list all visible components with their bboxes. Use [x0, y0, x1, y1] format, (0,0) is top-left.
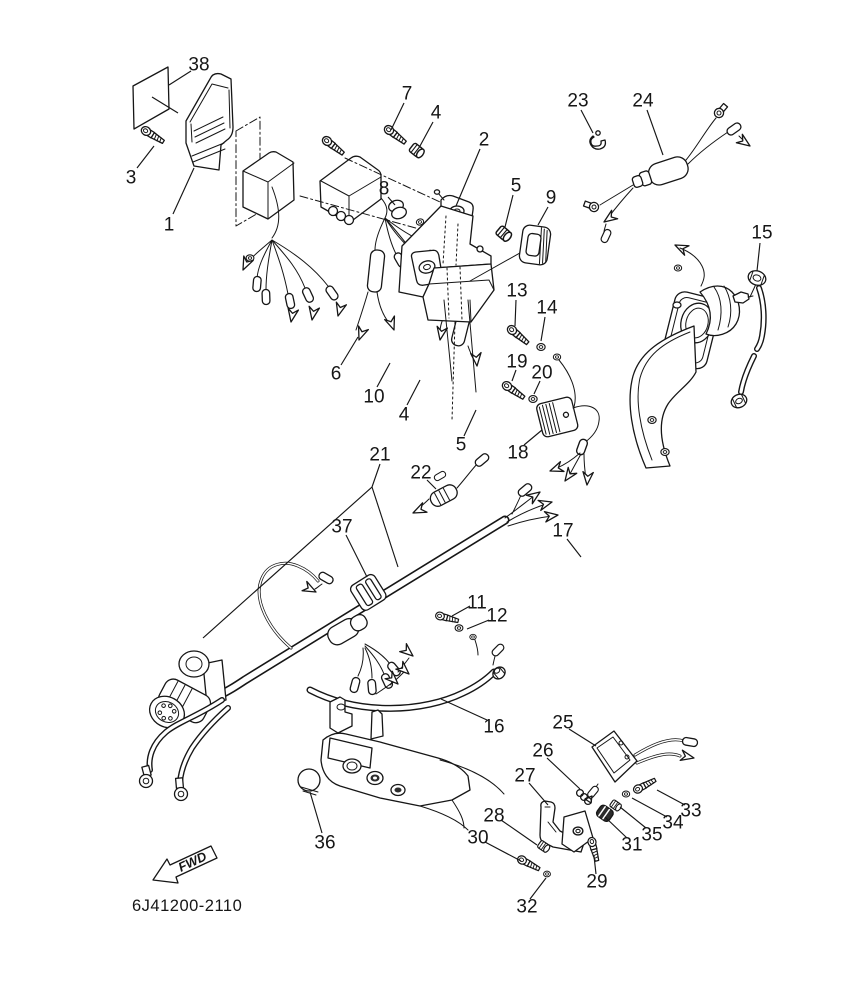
callout-label-4: 4 — [398, 404, 410, 426]
callout-label-7: 7 — [401, 83, 413, 105]
clip-23 — [590, 131, 606, 149]
callout-label-17: 17 — [552, 520, 574, 542]
cdi-holder-bracket — [186, 74, 233, 170]
callout-label-16: 16 — [483, 716, 505, 738]
callout-leader-4 — [407, 380, 420, 405]
callout-leader-7 — [391, 103, 404, 130]
callout-leader-2 — [456, 149, 480, 206]
crankcase-outline — [321, 697, 504, 830]
callout-label-6: 6 — [330, 363, 342, 385]
callout-label-11: 11 — [467, 592, 487, 614]
rectifier-18 — [536, 396, 600, 485]
screw-7 — [383, 124, 408, 146]
screw-upper-left — [321, 135, 346, 157]
callout-label-35: 35 — [641, 824, 663, 846]
callout-label-10: 10 — [363, 386, 385, 408]
screw-13 — [506, 324, 531, 347]
callout-label-34: 34 — [662, 812, 684, 834]
callout-label-8: 8 — [378, 178, 390, 200]
callout-label-31: 31 — [621, 834, 643, 856]
callout-label-29: 29 — [586, 871, 608, 893]
callout-label-3: 3 — [125, 167, 137, 189]
callout-label-22: 22 — [410, 462, 432, 484]
callout-leader-15 — [757, 243, 760, 271]
callout-label-25: 25 — [552, 712, 574, 734]
callout-label-38: 38 — [188, 54, 210, 76]
callout-leader-23 — [581, 110, 593, 133]
callout-label-5: 5 — [455, 434, 467, 456]
callout-label-14: 14 — [536, 297, 558, 319]
callout-label-13: 13 — [506, 280, 528, 302]
screw-19 — [501, 380, 527, 401]
callout-label-1: 1 — [163, 214, 175, 236]
callout-leader-16 — [441, 699, 487, 720]
fwd-arrow — [153, 846, 217, 883]
washer-14 — [537, 344, 545, 351]
rubber-plug-36 — [298, 769, 320, 795]
callout-label-18: 18 — [507, 442, 529, 464]
washer-rectifier — [553, 354, 560, 360]
part-code-label: 6J41200-2110 — [132, 897, 243, 915]
coil-lead-wires — [238, 240, 346, 323]
starter-relay-25 — [585, 731, 698, 803]
relay-bracket-27-group — [516, 776, 657, 877]
callout-leader-13 — [515, 300, 516, 326]
callout-label-23: 23 — [567, 90, 589, 112]
callout-label-30: 30 — [467, 827, 489, 849]
callout-label-28: 28 — [483, 805, 505, 827]
callout-leader-28 — [501, 820, 537, 845]
callout-leader-4 — [420, 122, 433, 146]
callout-label-37: 37 — [331, 516, 353, 538]
callout-leader-14 — [541, 317, 545, 341]
callout-label-19: 19 — [506, 351, 528, 373]
cdi-unit-box — [320, 156, 381, 224]
cdi-cover-plate — [133, 67, 169, 129]
callout-leader-5 — [464, 410, 476, 436]
callout-leader-6 — [341, 337, 358, 365]
callout-label-4: 4 — [430, 102, 442, 124]
callout-label-2: 2 — [478, 129, 490, 151]
collar-4-top — [409, 143, 426, 160]
callout-leader-30 — [485, 842, 521, 861]
callout-label-21: 21 — [369, 444, 391, 466]
starter-assembly — [630, 240, 768, 468]
callout-leader-5 — [505, 195, 513, 227]
callout-label-33: 33 — [680, 800, 702, 822]
callout-label-32: 32 — [516, 896, 538, 918]
callout-leader-17 — [567, 539, 581, 557]
noise-filter-24 — [583, 102, 753, 243]
callout-leader-37 — [346, 535, 367, 577]
callout-label-12: 12 — [486, 605, 508, 627]
screw-3 — [140, 125, 166, 146]
washer-12b — [470, 634, 476, 639]
bushing-5-top — [495, 225, 513, 242]
screw-11 — [435, 611, 459, 624]
ignition-coil-box — [243, 152, 294, 238]
callout-label-20: 20 — [531, 362, 553, 384]
grommet-9 — [518, 224, 551, 266]
callout-leader-3 — [137, 146, 154, 168]
callout-label-36: 36 — [314, 832, 336, 854]
callout-label-5: 5 — [510, 175, 522, 197]
callout-leader-9 — [538, 207, 548, 225]
callout-leader-1 — [173, 168, 194, 214]
callout-leader-26 — [547, 758, 580, 789]
callout-leader-21 — [372, 487, 398, 567]
fwd-label: FWD — [175, 848, 209, 875]
callout-label-27: 27 — [514, 765, 536, 787]
callout-label-15: 15 — [751, 222, 773, 244]
callout-leader-10 — [377, 363, 390, 387]
callout-leader-24 — [647, 110, 663, 155]
callout-leader-36 — [310, 792, 322, 833]
callout-label-24: 24 — [632, 90, 654, 112]
wire-harness-21 — [214, 452, 559, 698]
callout-label-9: 9 — [545, 187, 557, 209]
washer-12a — [455, 625, 463, 631]
washer-20 — [529, 396, 537, 403]
callout-label-26: 26 — [532, 740, 554, 762]
